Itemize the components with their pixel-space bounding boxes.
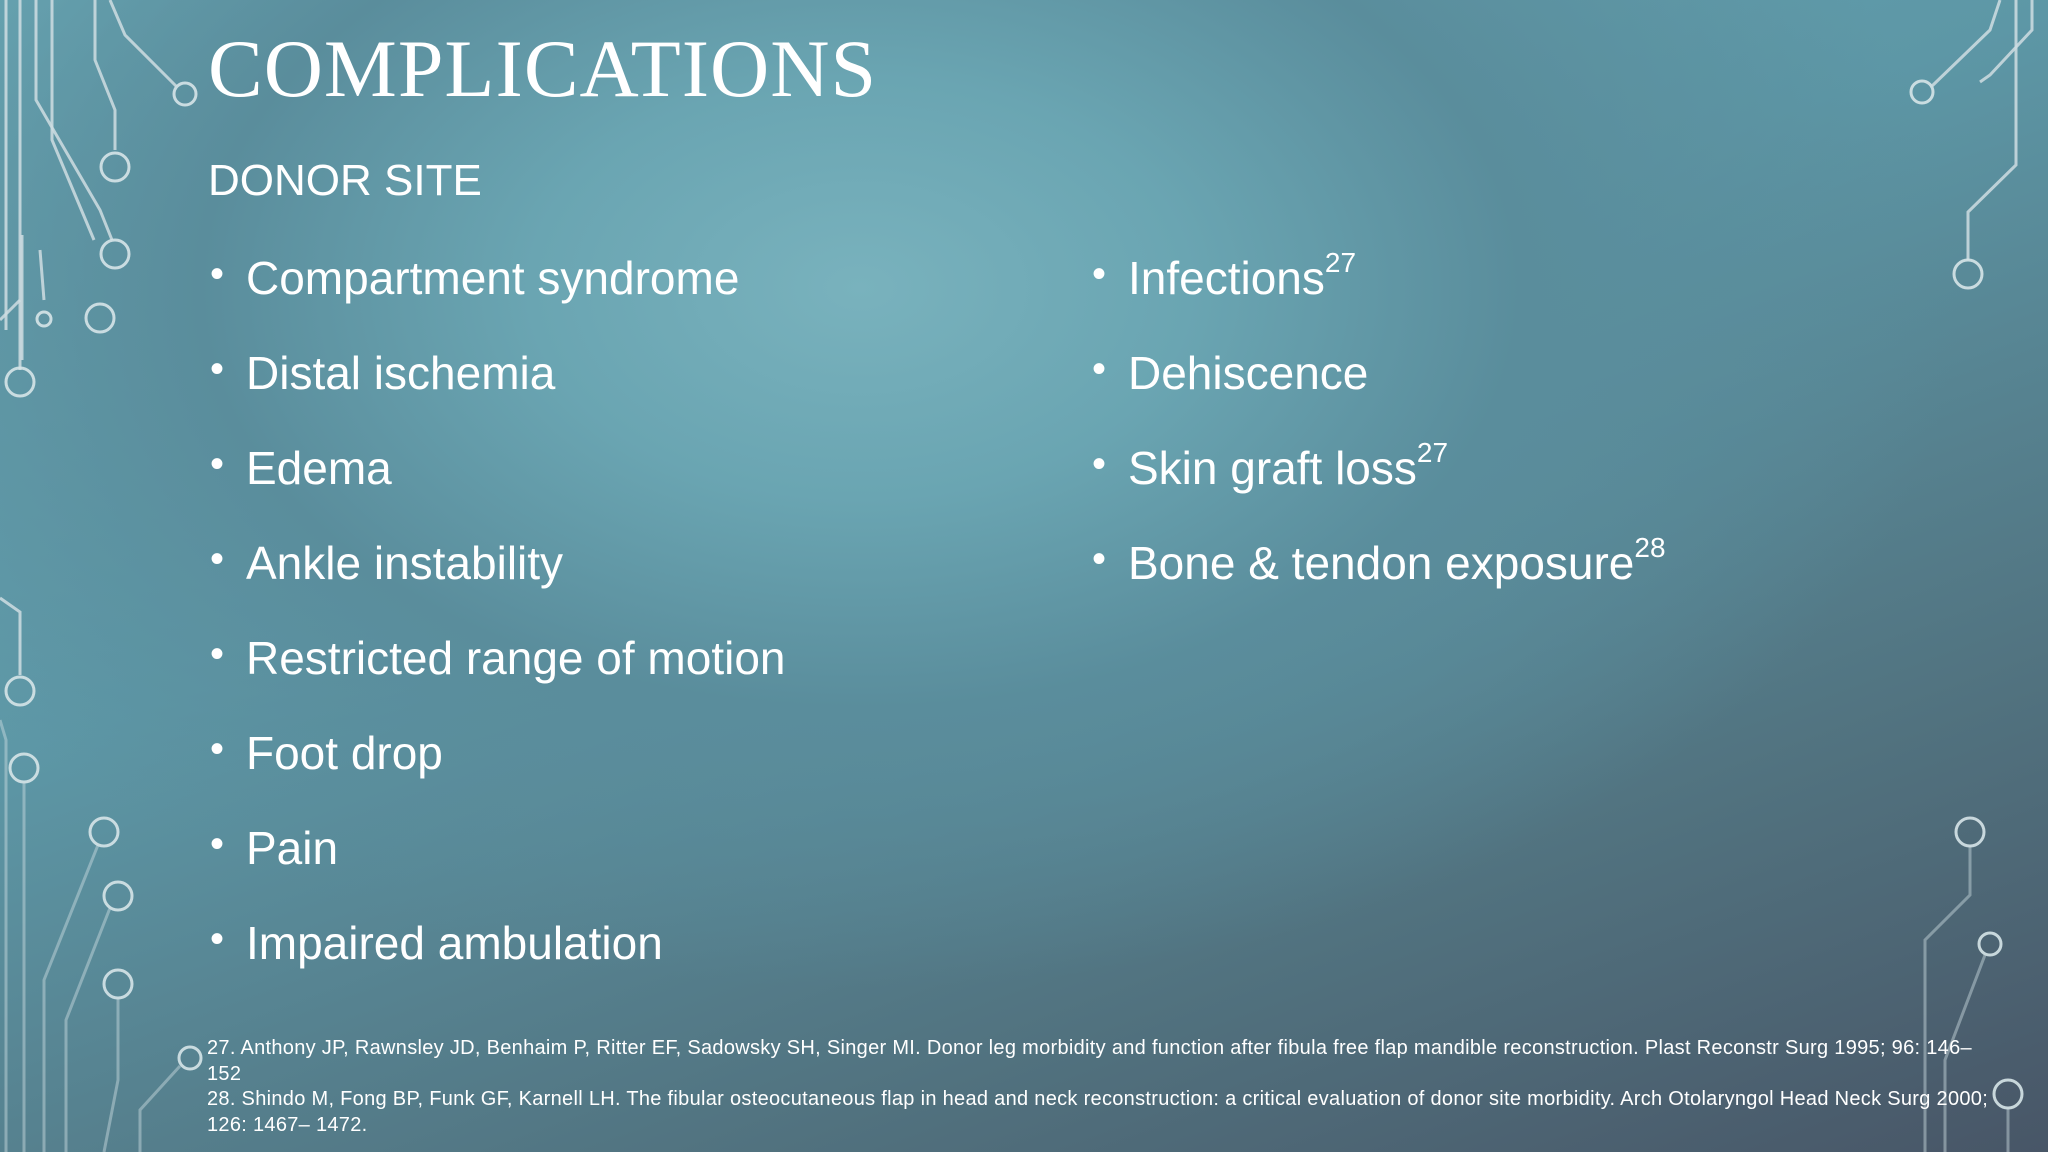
references bbox=[207, 1036, 1997, 1138]
right-bullet-list bbox=[1090, 246, 1666, 626]
list-item: • Compartment syndrome bbox=[208, 246, 786, 341]
bullet-icon: • bbox=[1092, 442, 1107, 486]
bullet-icon: • bbox=[210, 727, 225, 771]
list-item: • Bone & tendon exposure$^{28}$ bbox=[1092, 532, 1666, 589]
reference-28: 28. Shindo M, Fong BP, Funk GF, Karnell LH. The fibular osteocutaneous flap in head and neck reconstruction: a critical evaluation of donor site morbidity. Arch Otolaryngol Head Neck Surg 2000; 126: 1467– 1472. bbox=[207, 1088, 1989, 1136]
citation-superscript: 28 bbox=[1634, 532, 1666, 563]
citation-superscript: 27 bbox=[1324, 247, 1357, 278]
bullet-icon: • bbox=[210, 347, 225, 391]
list-item: • Distal ischemia bbox=[208, 341, 786, 436]
bullet-icon: • bbox=[210, 537, 225, 581]
bullet-icon: • bbox=[1092, 537, 1107, 581]
list-item: • Restricted range of motion bbox=[208, 626, 786, 721]
list-item: • Edema bbox=[208, 436, 786, 531]
list-item: • Foot drop bbox=[208, 721, 786, 816]
bullet-icon: • bbox=[1092, 347, 1107, 391]
bullet-icon: • bbox=[210, 822, 225, 866]
bullet-icon: • bbox=[210, 442, 225, 486]
slide-title: COMPLICATIONS bbox=[208, 23, 878, 114]
bullet-icon: • bbox=[210, 632, 225, 676]
slide-subtitle: DONOR SITE bbox=[208, 156, 482, 205]
list-item: • Impaired ambulation bbox=[208, 911, 786, 1006]
bullet-icon: • bbox=[1092, 252, 1107, 296]
citation-superscript: 27 bbox=[1416, 437, 1449, 468]
bullet-icon: • bbox=[210, 917, 225, 961]
list-item: • Pain bbox=[208, 816, 786, 911]
list-item: • Dehiscence bbox=[1090, 341, 1666, 436]
list-item: • Ankle instability bbox=[208, 531, 786, 626]
list-item: • Skin graft loss$^{27}$ bbox=[1092, 437, 1449, 494]
reference-27: 27. Anthony JP, Rawnsley JD, Benhaim P, Ritter EF, Sadowsky SH, Singer MI. Donor leg morbidity and function after fibula free flap mandible reconstruction. Plast Reconstr Surg 1995; 96: 146– 152 bbox=[207, 1037, 1972, 1085]
left-bullet-list bbox=[208, 246, 786, 1006]
list-item: • Infections$^{27}$ bbox=[1092, 247, 1357, 304]
bullet-icon: • bbox=[210, 252, 225, 296]
